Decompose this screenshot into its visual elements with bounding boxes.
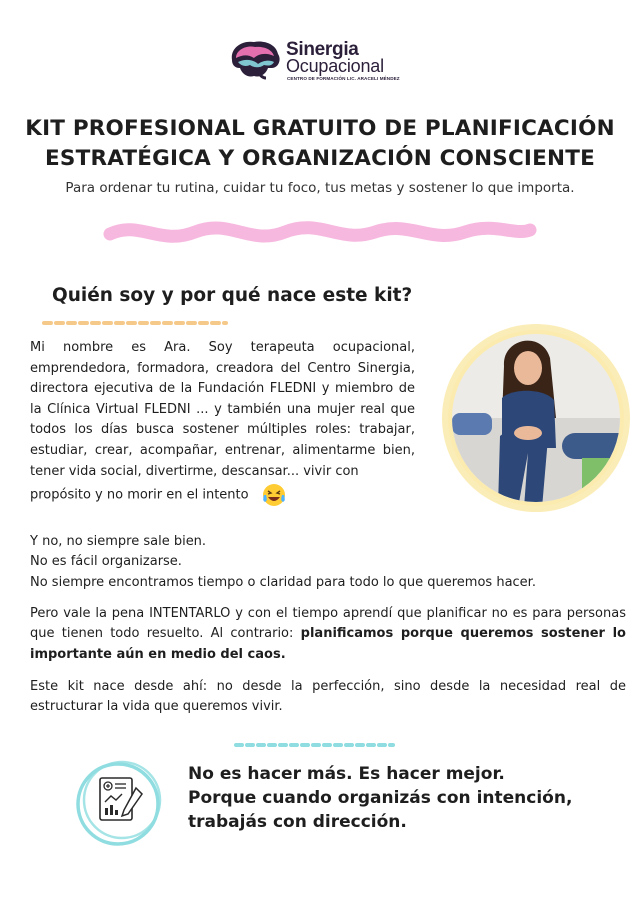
closing-statement bbox=[188, 762, 572, 834]
closing-line-1: No es hacer más. Es hacer mejor. bbox=[188, 764, 505, 784]
logo-tagline: CENTRO DE FORMACIÓN LIC. ARACELI MÉNDEZ bbox=[287, 76, 400, 81]
logo-subname: Ocupacional bbox=[286, 56, 384, 76]
page-title bbox=[20, 114, 620, 174]
closing-line-3: trabajás con dirección. bbox=[188, 812, 407, 832]
closing-line-2: Porque cuando organizás con intención, bbox=[188, 788, 573, 808]
orange-dashed-divider bbox=[40, 318, 230, 328]
page-title-line-2: ESTRATÉGICA Y ORGANIZACIÓN CONSCIENTE bbox=[45, 146, 595, 171]
brain-logo-icon bbox=[228, 38, 284, 84]
paragraph-planning-bold: planificamos porque queremos sostener lo importante aún en medio del caos. bbox=[30, 626, 626, 662]
intro-paragraph bbox=[30, 338, 415, 508]
page-subtitle: Para ordenar tu rutina, cuidar tu foco, tus metas y sostener lo que importa. bbox=[65, 180, 575, 196]
intro-last-line: propósito y no morir en el intento bbox=[30, 487, 249, 503]
line-2: No es fácil organizarse. bbox=[30, 554, 182, 570]
line-1: Y no, no siempre sale bien. bbox=[30, 534, 207, 549]
line-3: No siempre encontramos tiempo o claridad para todo lo que queremos hacer. bbox=[30, 574, 536, 590]
section-heading: Quién soy y por qué nace este kit? bbox=[52, 285, 413, 306]
brand-logo bbox=[228, 38, 418, 88]
paragraph-origin: Este kit nace desde ahí: no desde la perfección, sino desde la necesidad real de estructurar la vida que queremos vivir. bbox=[30, 679, 626, 715]
teal-dashed-divider bbox=[232, 740, 397, 750]
paragraph-planning-text: Pero vale la pena INTENTARLO y con el tiempo aprendí que planificar no es para personas que tienen todo resuelto. Al contrario: bbox=[30, 606, 626, 642]
planning-document-icon bbox=[70, 752, 170, 852]
intro-text: Mi nombre es Ara. Soy terapeuta ocupacional, emprendedora, formadora, creadora del Centro Sinergia, directora ejecutiva de la Fundación FLEDNI y miembro de la Clínica Virtual FLEDNI ... y también una mujer real que todos los días busca sostener múltiples roles: trabajar, estudiar, crear, acompañar, entrenar, alimentarme bien, tener vida social, divertirme, descansar... vivir con bbox=[30, 340, 415, 479]
logo-name: Sinergia bbox=[286, 39, 359, 60]
paragraph-planning bbox=[30, 604, 626, 665]
laughing-tears-emoji-icon bbox=[261, 482, 287, 508]
short-lines bbox=[30, 532, 626, 593]
profile-photo bbox=[432, 318, 640, 523]
page-title-line-1: KIT PROFESIONAL GRATUITO DE PLANIFICACIÓN bbox=[25, 116, 615, 141]
pink-wave-divider bbox=[100, 212, 540, 252]
